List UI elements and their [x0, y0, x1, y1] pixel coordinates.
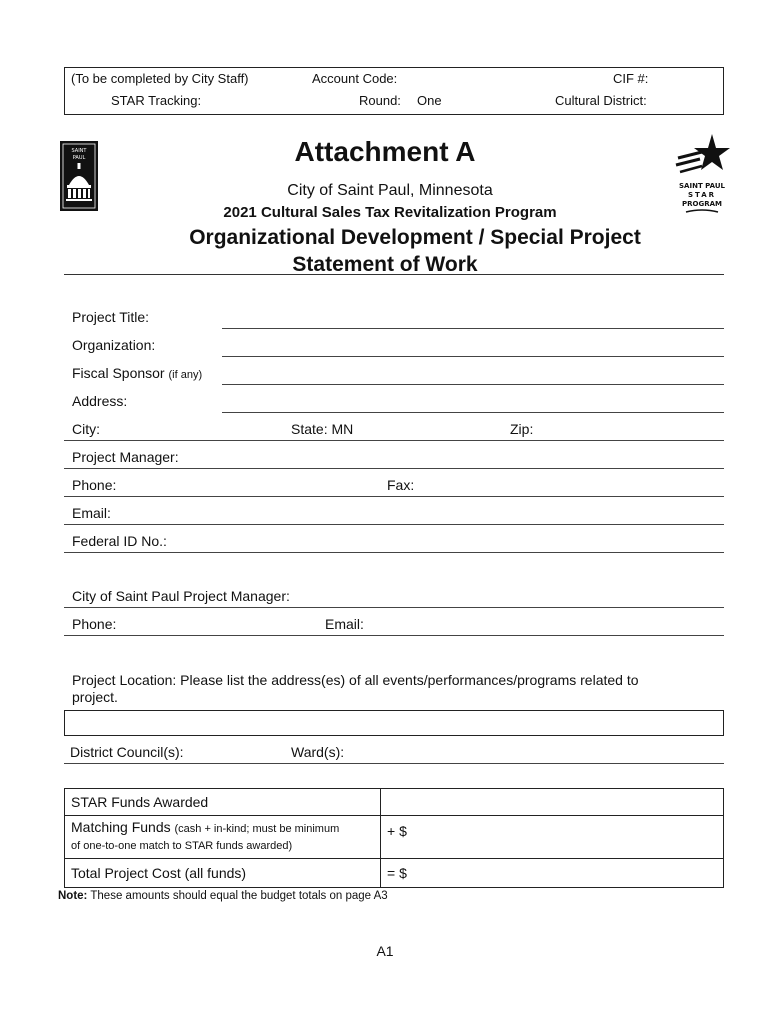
note-text: These amounts should equal the budget totals on page A3 [90, 890, 388, 902]
matching-funds-note-2: of one-to-one match to STAR funds awarded) [71, 840, 293, 852]
star-logo-text-3: PROGRAM [682, 200, 722, 208]
organization-label: Organization: [72, 337, 156, 353]
phone-label: Phone: [72, 477, 117, 493]
email-label: Email: [72, 505, 111, 521]
star-logo-text-1: SAINT PAUL [679, 182, 725, 190]
svg-text:SAINT: SAINT [71, 148, 87, 154]
page-number: A1 [376, 943, 394, 959]
heading-line-2: Statement of Work [292, 253, 478, 276]
city-state-zip-field[interactable] [64, 440, 724, 441]
matching-funds-label: Matching Funds [71, 819, 171, 835]
federal-id-field[interactable] [64, 552, 724, 553]
district-council-label: District Council(s): [70, 744, 184, 760]
matching-funds-note: (cash + in-kind; must be minimum [174, 823, 340, 835]
project-manager-label: Project Manager: [72, 449, 179, 465]
city-phone-email-field[interactable] [64, 635, 724, 636]
city-project-manager-field[interactable] [64, 607, 724, 608]
project-location-field[interactable] [64, 710, 724, 736]
round-value: One [417, 93, 442, 108]
address-label: Address: [72, 393, 128, 409]
note-bold: Note: [58, 890, 88, 902]
fiscal-sponsor-label [72, 365, 202, 381]
total-cost-label: Total Project Cost (all funds) [65, 859, 381, 888]
fiscal-sponsor-note: (if any) [168, 369, 203, 381]
total-cost-value-field[interactable]: = $ [381, 859, 724, 888]
wards-label: Ward(s): [291, 744, 345, 760]
completed-by-label: (To be completed by City Staff) [71, 71, 249, 86]
zip-label: Zip: [510, 421, 534, 437]
matching-funds-value-field[interactable]: + $ [381, 816, 724, 859]
total-cost-row [65, 859, 724, 888]
phone-fax-field[interactable] [64, 496, 724, 497]
program-name: 2021 Cultural Sales Tax Revitalization Program [223, 204, 557, 221]
funds-note [58, 890, 388, 902]
email-field[interactable] [64, 524, 724, 525]
organization-field[interactable] [222, 356, 724, 357]
cultural-district-label: Cultural District: [555, 93, 647, 108]
city-project-manager-label: City of Saint Paul Project Manager: [72, 588, 290, 604]
cif-label: CIF #: [613, 71, 649, 86]
round-label: Round: [359, 93, 401, 108]
star-funds-label: STAR Funds Awarded [65, 789, 381, 816]
city-label: City: [72, 421, 100, 437]
district-wards-field[interactable] [64, 763, 724, 764]
header-rule [64, 274, 724, 275]
city-subtitle: City of Saint Paul, Minnesota [287, 182, 493, 199]
funds-table [64, 788, 724, 888]
star-funds-row [65, 789, 724, 816]
project-title-field[interactable] [222, 328, 724, 329]
project-location-line-2: project. [72, 689, 118, 705]
city-email-label: Email: [325, 616, 364, 632]
svg-text:PAUL: PAUL [72, 155, 86, 161]
attachment-title: Attachment A [294, 136, 476, 167]
project-location-line-1: Project Location: Please list the address(es) of all events/performances/programs related to [72, 672, 639, 688]
star-tracking-label: STAR Tracking: [111, 93, 202, 108]
matching-funds-row [65, 816, 724, 859]
heading-line-1: Organizational Development / Special Project [189, 226, 641, 249]
document-heading [0, 224, 770, 278]
city-phone-label: Phone: [72, 616, 117, 632]
matching-funds-cell [65, 816, 381, 859]
address-field[interactable] [222, 412, 724, 413]
fax-label: Fax: [387, 477, 415, 493]
project-manager-field[interactable] [64, 468, 724, 469]
star-logo-text-2: STAR [687, 191, 717, 199]
project-title-label: Project Title: [72, 309, 150, 325]
account-code-label: Account Code: [312, 71, 398, 86]
star-funds-value-field[interactable] [381, 789, 724, 816]
federal-id-label: Federal ID No.: [72, 533, 167, 549]
state-label: State: MN [291, 421, 354, 437]
city-staff-box [64, 67, 724, 115]
fiscal-sponsor-text: Fiscal Sponsor [72, 365, 165, 381]
fiscal-sponsor-field[interactable] [222, 384, 724, 385]
